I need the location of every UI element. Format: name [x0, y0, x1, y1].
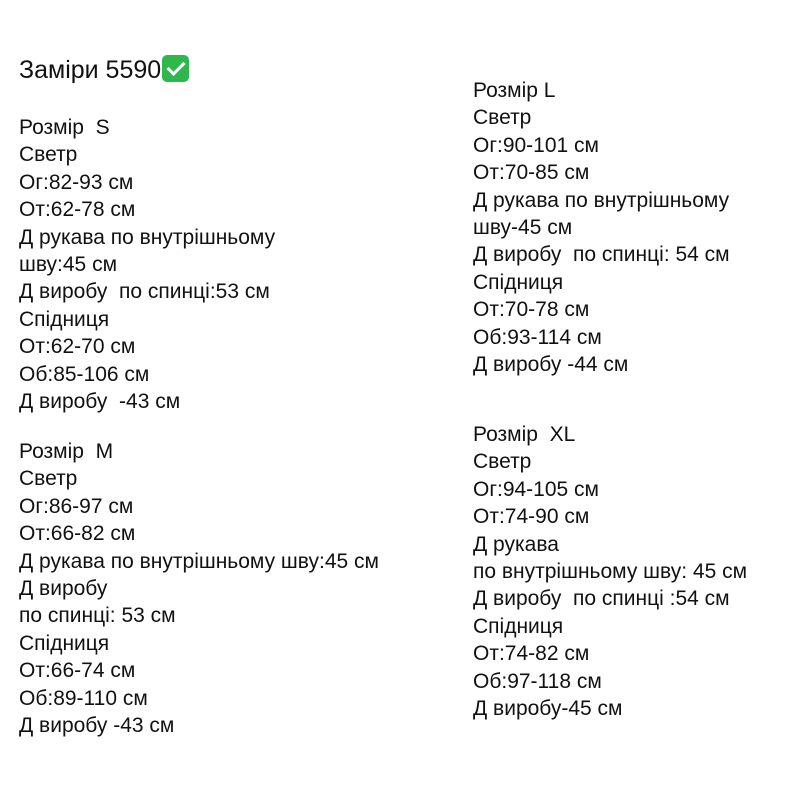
measurement-line: Д виробу -44 см	[473, 353, 629, 377]
title-text: Заміри 5590	[19, 56, 162, 84]
measurement-line: Д виробу	[19, 577, 108, 601]
garment-heading: Светр	[19, 143, 78, 167]
garment-heading: Светр	[19, 467, 78, 491]
measurement-line: Д виробу-45 см	[473, 697, 623, 721]
garment-heading: Спідниця	[19, 631, 110, 655]
measurement-line: по спинці: 53 см	[19, 604, 176, 628]
measurement-line: Д рукава по внутрішньому	[473, 188, 730, 212]
measurement-line: Ог:94-105 см	[473, 477, 599, 501]
measurement-line: От:70-78 см	[473, 298, 590, 322]
measurement-line: шву:45 см	[19, 253, 118, 277]
garment-heading: Спідниця	[19, 307, 110, 331]
measurement-line: шву-45 см	[473, 216, 573, 240]
size-heading: Розмір L	[473, 79, 556, 102]
measurement-line: Д виробу по спинці:53 см	[19, 280, 270, 304]
measurement-line: Д рукава по внутрішньому шву:45 см	[19, 549, 379, 573]
size-l-block	[473, 77, 730, 378]
check-mark-button-icon	[162, 55, 189, 82]
measurement-line: От:74-82 см	[473, 642, 590, 666]
measurement-line: Об:93-114 см	[473, 325, 602, 349]
measurement-line: Об:97-118 см	[473, 669, 602, 693]
measurement-line: Ог:86-97 см	[19, 494, 134, 518]
garment-heading: Светр	[473, 106, 532, 130]
garment-heading: Светр	[473, 450, 532, 474]
size-xl-block	[473, 421, 747, 722]
measurement-line: От:74-90 см	[473, 505, 590, 529]
measurement-line: От:62-78 см	[19, 198, 136, 222]
measurement-line: Д рукава	[473, 532, 559, 556]
measurement-line: Ог:90-101 см	[473, 133, 599, 157]
measurement-line: Д виробу по спинці: 54 см	[473, 243, 730, 267]
measurement-line: Д виробу -43 см	[19, 714, 175, 738]
measurement-line: От:66-74 см	[19, 659, 136, 683]
measurement-line: Д виробу -43 см	[19, 390, 181, 414]
size-heading: Розмір M	[19, 440, 114, 463]
measurement-line: Об:89-110 см	[19, 686, 148, 710]
garment-heading: Спідниця	[473, 614, 564, 638]
size-s-block	[19, 114, 275, 415]
measurement-line: Ог:82-93 см	[19, 170, 134, 194]
measurement-line: Д рукава по внутрішньому	[19, 225, 276, 249]
measurement-line: Об:85-106 см	[19, 362, 150, 386]
garment-heading: Спідниця	[473, 270, 564, 294]
size-m-block	[19, 438, 379, 739]
measurement-line: От:66-82 см	[19, 522, 136, 546]
size-heading: Розмір XL	[473, 423, 576, 446]
measurement-line: От:62-70 см	[19, 335, 136, 359]
size-heading: Розмір S	[19, 116, 110, 139]
measurement-line: по внутрішньому шву: 45 см	[473, 560, 748, 584]
page-title	[19, 53, 189, 87]
measurement-line: От:70-85 см	[473, 161, 590, 185]
measurement-line: Д виробу по спинці :54 см	[473, 587, 730, 611]
